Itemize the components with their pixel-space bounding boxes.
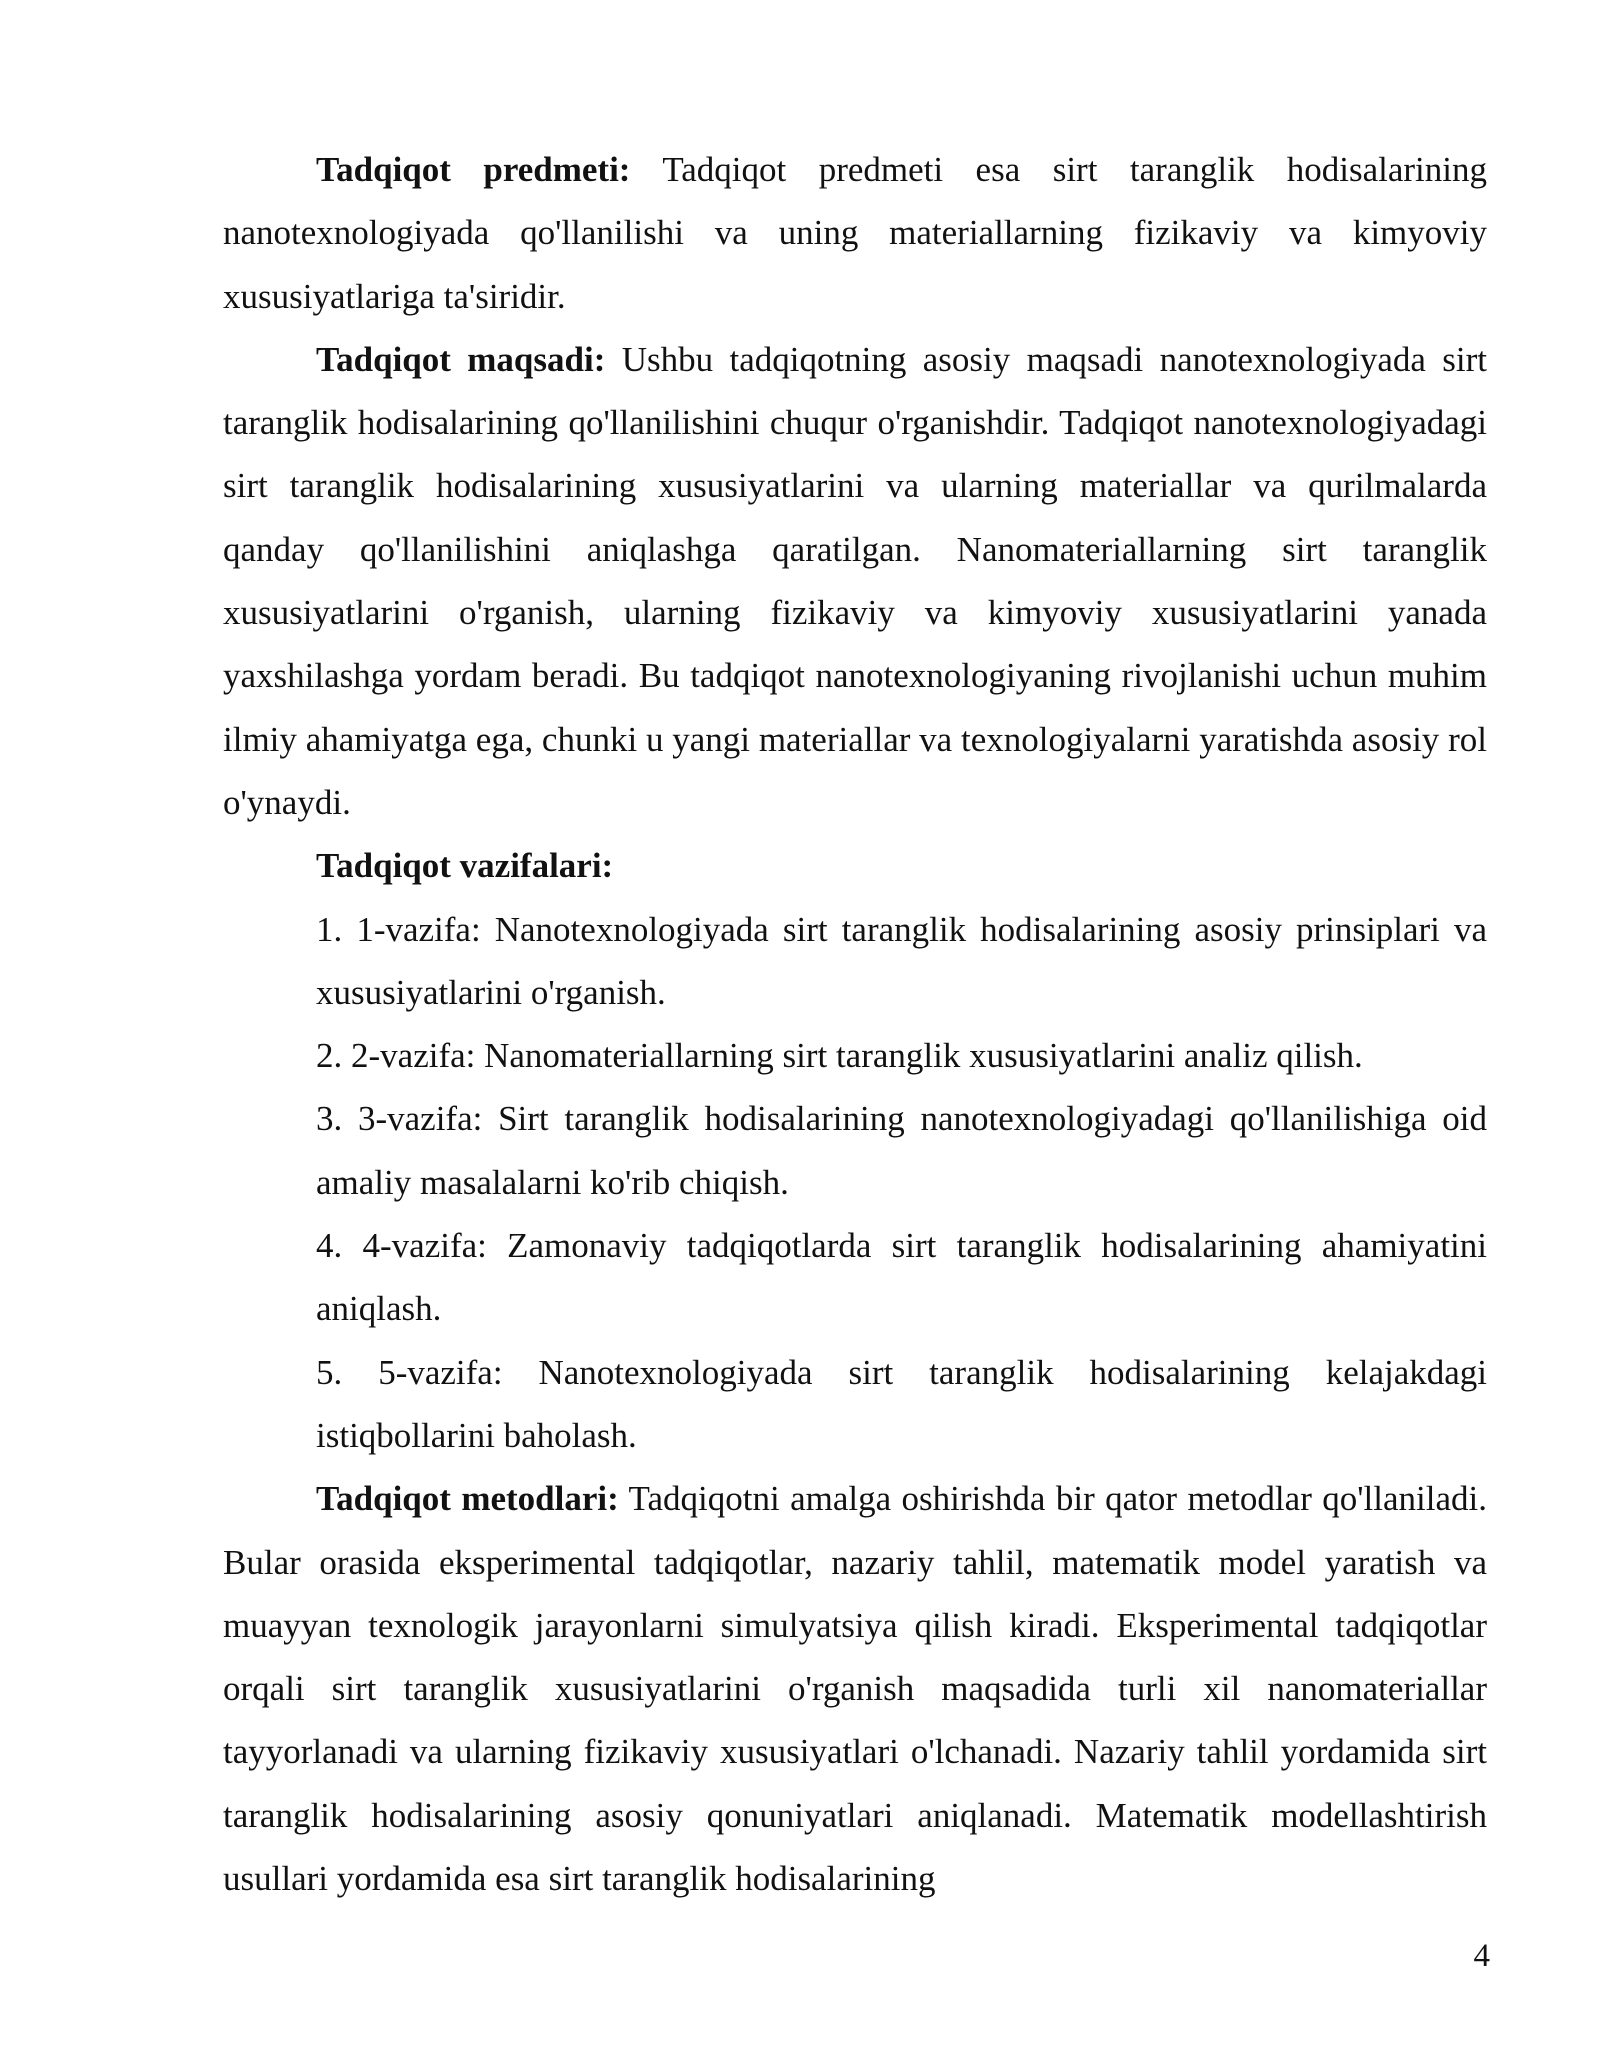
subject-label: Tadqiqot predmeti: [316, 150, 631, 189]
methods-text: Tadqiqotni amalga oshirishda bir qator metodlar qo'llaniladi. Bular orasida eksperimental tadqiqotlar, nazariy tahlil, matematik model yaratish va muayyan texnologik jarayonlarni simulyatsiya qilish kiradi. Eksperimental tadqiqotlar orqali sirt taranglik xususiyatlarini o'rganish maqsadida turli xil nanomateriallar tayyorlanadi va ularning fizikaviy xususiyatlari o'lchanadi. Nazariy tahlil yordamida sirt taranglik hodisalarining asosiy qonuniyatlari aniqlanadi. Matematik modellashtirish usullari yordamida esa sirt taranglik hodisalarining [223, 1479, 1487, 1899]
task-item-5: 5. 5-vazifa: Nanotexnologiyada sirt taranglik hodisalarining kelajakdagi istiqbollarini baholash. [316, 1352, 1487, 1455]
goal-text: Ushbu tadqiqotning asosiy maqsadi nanotexnologiyada sirt taranglik hodisalarining qo'llanilishini chuqur o'rganishdir. Tadqiqot nanotexnologiyadagi sirt taranglik hodisalarining xususiyatlarini va ularning materiallar va qurilmalarda qanday qo'llanilishini aniqlashga qaratilgan. Nanomateriallarning sirt taranglik xususiyatlarini o'rganish, ularning fizikaviy va kimyoviy xususiyatlarini yanada yaxshilashga yordam beradi. Bu tadqiqot nanotexnologiyaning rivojlanishi uchun muhim ilmiy ahamiyatga ega, chunki u yangi materiallar va texnologiyalarni yaratishda asosiy rol o'ynaydi. [223, 339, 1487, 822]
methods-paragraph [223, 1467, 1487, 1910]
subject-paragraph [223, 138, 1487, 328]
tasks-heading [223, 834, 1487, 897]
methods-label: Tadqiqot metodlari: [316, 1479, 619, 1519]
page-number: 4 [1473, 1938, 1490, 1974]
task-item-4: 4. 4-vazifa: Zamonaviy tadqiqotlarda sirt taranglik hodisalarining ahamiyatini aniqlash. [316, 1226, 1487, 1329]
document-body [223, 138, 1487, 1910]
tasks-label: Tadqiqot vazifalari: [316, 846, 614, 886]
task-item-1: 1. 1-vazifa: Nanotexnologiyada sirt taranglik hodisalarining asosiy prinsiplari va xususiyatlarini o'rganish. [316, 909, 1487, 1012]
goal-label: Tadqiqot maqsadi: [316, 339, 606, 379]
subject-text: Tadqiqot predmeti esa sirt taranglik hodisalarining nanotexnologiyada qo'llanilishi va uning materiallarning fizikaviy va kimyoviy xususiyatlariga ta'siridir. [223, 150, 1488, 316]
goal-paragraph [223, 328, 1487, 834]
task-item-2: 2. 2-vazifa: Nanomateriallarning sirt taranglik xususiyatlarini analiz qilish. [316, 1036, 1363, 1076]
task-item-3: 3. 3-vazifa: Sirt taranglik hodisalarining nanotexnologiyadagi qo'llanilishiga oid amaliy masalalarni ko'rib chiqish. [316, 1099, 1487, 1202]
